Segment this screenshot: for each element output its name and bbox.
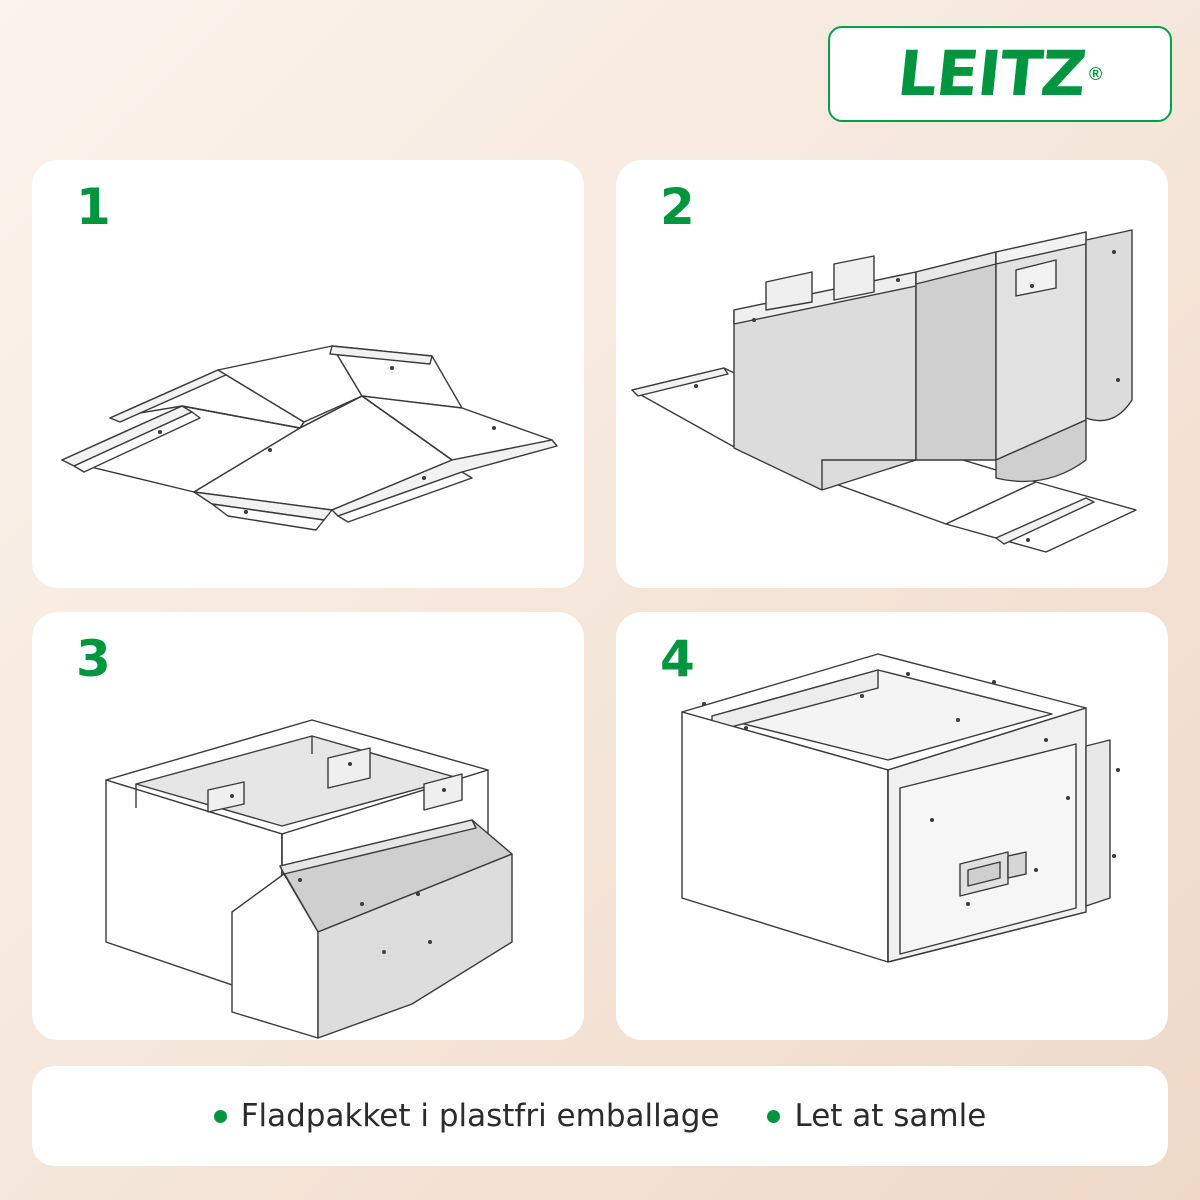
step-3-illustration bbox=[32, 612, 584, 1040]
step-panel-1 bbox=[32, 160, 584, 588]
step-number-4: 4 bbox=[660, 630, 695, 688]
claim-text: Let at samle bbox=[794, 1098, 987, 1134]
step-panel-2 bbox=[616, 160, 1168, 588]
step-number-2: 2 bbox=[660, 178, 695, 236]
claim-text: Fladpakket i plastfri emballage bbox=[240, 1098, 720, 1134]
registered-trademark-icon: ® bbox=[1088, 63, 1103, 84]
step-panel-3 bbox=[32, 612, 584, 1040]
step-number-3: 3 bbox=[76, 630, 111, 688]
step-4-illustration bbox=[616, 612, 1168, 1040]
step-2-illustration bbox=[616, 160, 1168, 588]
bullet-icon bbox=[214, 1110, 227, 1123]
logo-wordmark: LEITZ bbox=[893, 37, 1089, 110]
step-number-1: 1 bbox=[76, 178, 111, 236]
bullet-icon bbox=[767, 1110, 780, 1123]
claim-item bbox=[214, 1098, 720, 1134]
steps-grid bbox=[32, 160, 1168, 1040]
claim-item bbox=[767, 1098, 986, 1134]
step-panel-4 bbox=[616, 612, 1168, 1040]
step-1-illustration bbox=[32, 160, 584, 588]
footer-claims bbox=[32, 1066, 1168, 1166]
leitz-logo bbox=[828, 26, 1172, 122]
